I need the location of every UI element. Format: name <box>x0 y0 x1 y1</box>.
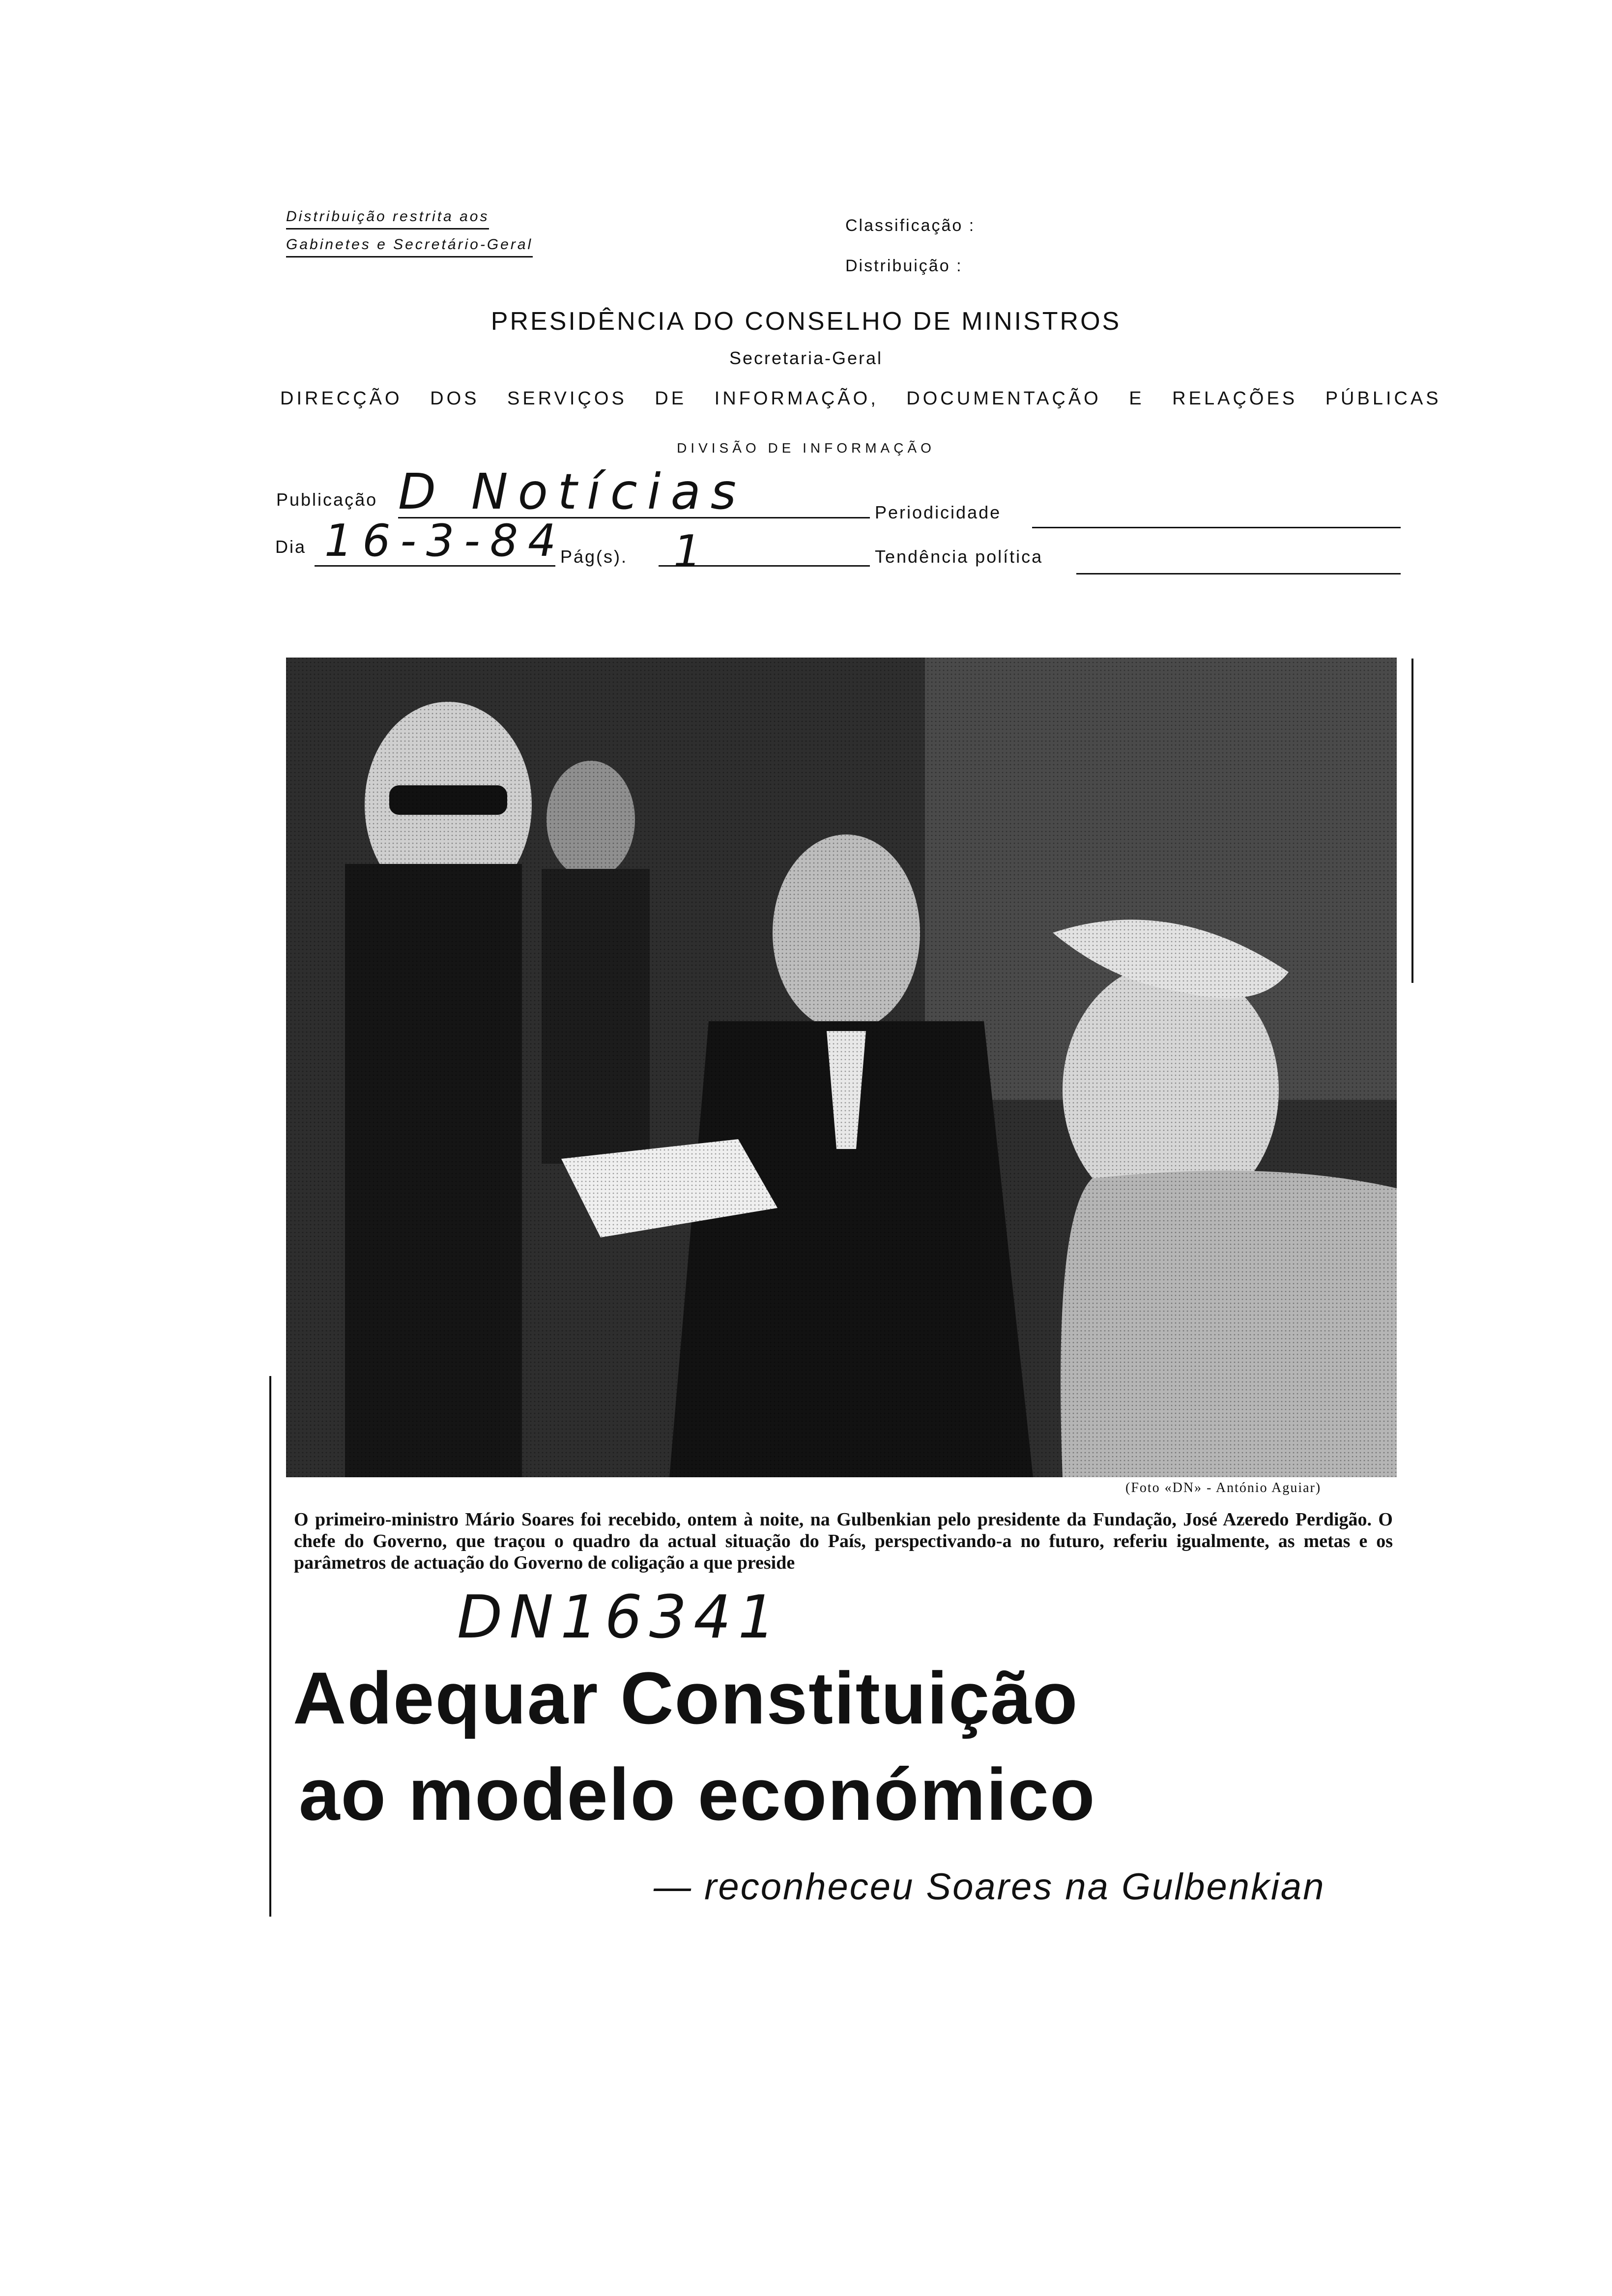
photo-caption: O primeiro-ministro Mário Soares foi recebido, ontem à noite, na Gulbenkian pelo presidente da Fundação, José Azeredo Perdigão. O chefe do Governo, que traçou o quadro da actual situação do País, perspectivando-a no futuro, referiu igualmente, as metas e os parâmetros de actuação do Governo de coligação a que preside <box>294 1509 1393 1573</box>
day-label: Dia <box>275 537 307 557</box>
handwritten-annotation: DN16341 <box>457 1583 782 1652</box>
distribution-label: Distribuição : <box>845 257 963 275</box>
pages-label: Pág(s). <box>560 546 628 567</box>
subheadline: — reconheceu Soares na Gulbenkian <box>654 1866 1325 1908</box>
periodicity-rule <box>1032 527 1401 528</box>
photo-credit: (Foto «DN» - António Aguiar) <box>1125 1480 1322 1495</box>
classification-label: Classificação : <box>845 216 976 235</box>
pages-value: 1 <box>673 526 712 577</box>
pages-rule <box>659 565 870 567</box>
periodicity-label: Periodicidade <box>875 502 1002 522</box>
headline-line-2: ao modelo económico <box>299 1753 1096 1836</box>
headline-line-1: Adequar Constituição <box>293 1657 1079 1739</box>
publication-value: D Notícias <box>398 463 746 520</box>
tendency-rule <box>1076 573 1401 574</box>
day-rule <box>315 565 555 567</box>
news-photo <box>286 658 1397 1477</box>
day-value: 16-3-84 <box>324 515 566 567</box>
clipping-edge-left <box>269 1376 271 1917</box>
restriction-note <box>286 208 533 258</box>
secretariat-title: Secretaria-Geral <box>729 348 883 368</box>
restriction-line-2: Gabinetes e Secretário-Geral <box>286 236 533 258</box>
clipping-edge-right <box>1411 659 1413 983</box>
publication-label: Publicação <box>276 489 378 510</box>
photo-illustration <box>286 658 1397 1477</box>
restriction-line-1: Distribuição restrita aos <box>286 208 489 230</box>
tendency-label: Tendência política <box>875 546 1043 567</box>
division-title: DIVISÃO DE INFORMAÇÃO <box>677 440 935 456</box>
directorate-title: DIRECÇÃO DOS SERVIÇOS DE INFORMAÇÃO, DOCUMENTAÇÃO E RELAÇÕES PÚBLICAS <box>280 388 1441 409</box>
organization-title: PRESIDÊNCIA DO CONSELHO DE MINISTROS <box>490 307 1122 336</box>
